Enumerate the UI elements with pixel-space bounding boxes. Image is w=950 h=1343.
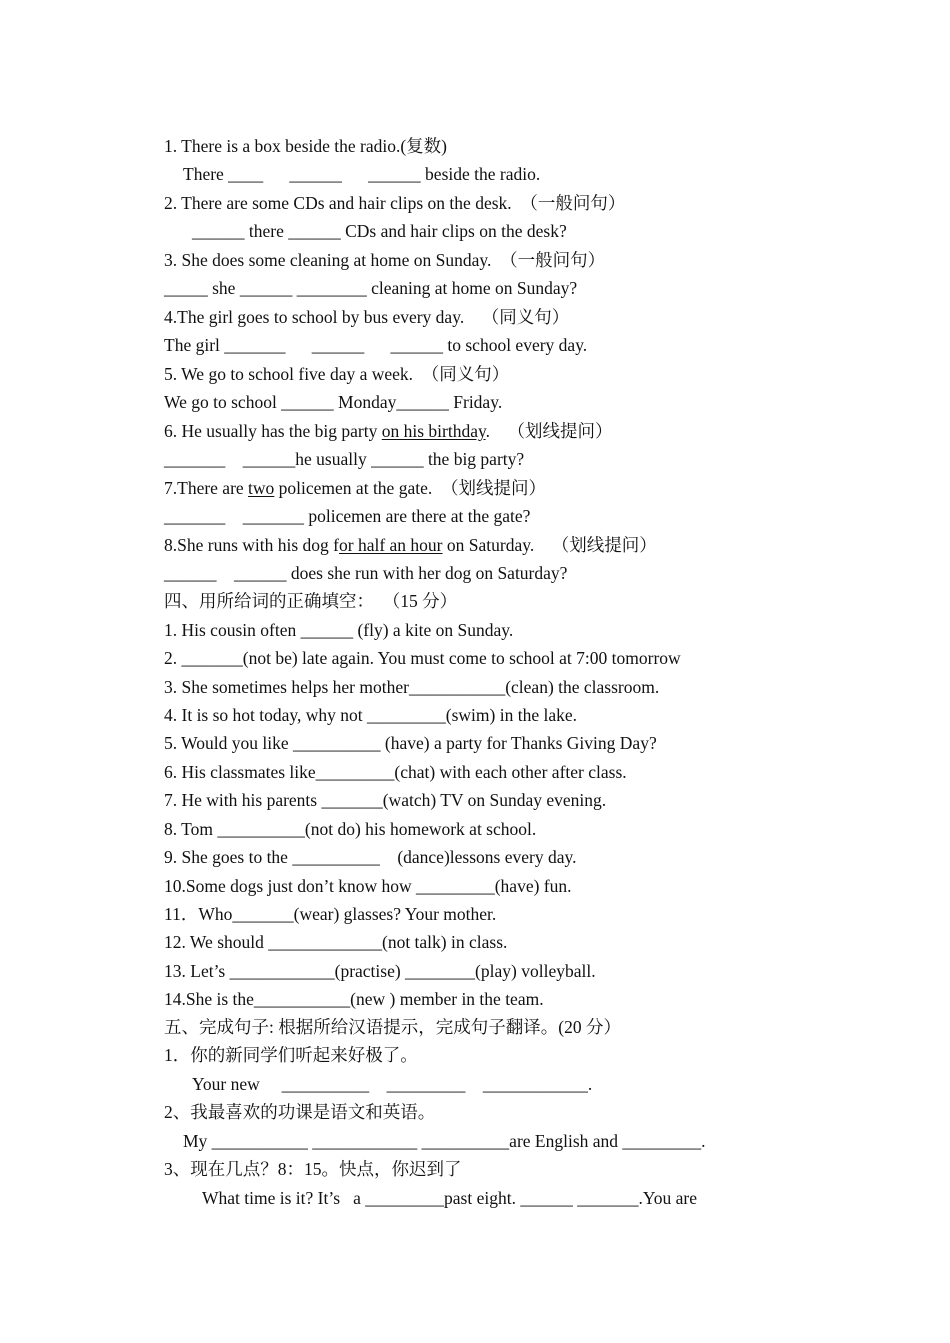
- exercise-line: 5. Would you like __________ (have) a party for Thanks Giving Day?: [164, 733, 657, 753]
- exercise-line: 2、我最喜欢的功课是语文和英语。: [164, 1102, 436, 1122]
- exercise-line: [164, 419, 612, 443]
- underlined-phrase: or half an hour: [339, 535, 443, 555]
- exercise-line: ______ there ______ CDs and hair clips on the desk?: [192, 221, 567, 241]
- section-heading: 五、完成句子: 根据所给汉语提示，完成句子翻译。(20 分）: [164, 1017, 621, 1037]
- exercise-line: ______ ______ does she run with her dog on Saturday?: [164, 563, 568, 583]
- exercise-line: 8. Tom __________(not do) his homework at school.: [164, 819, 537, 839]
- exercise-line: 4. It is so hot today, why not _________(swim) in the lake.: [164, 705, 577, 725]
- exercise-line: 13. Let’s ____________(practise) ________(play) volleyball.: [164, 961, 596, 981]
- exercise-line: 10.Some dogs just don’t know how _________(have) fun.: [164, 876, 572, 896]
- underlined-phrase: two: [248, 478, 275, 498]
- exercise-line: 12. We should _____________(not talk) in class.: [164, 932, 508, 952]
- exercise-line: [164, 476, 546, 500]
- question-tail: . （划线提问）: [485, 421, 613, 441]
- question-tail: on Saturday. （划线提问）: [442, 535, 657, 555]
- question-text: 7.There are: [164, 478, 249, 498]
- exercise-line: 4.The girl goes to school by bus every day. （同义句）: [164, 307, 570, 327]
- exercise-line: There ____ ______ ______ beside the radio.: [183, 164, 541, 184]
- exercise-line: 3. She does some cleaning at home on Sunday. （一般问句）: [164, 250, 606, 270]
- exercise-line: 2. _______(not be) late again. You must come to school at 7:00 tomorrow: [164, 648, 681, 668]
- question-text: 6. He usually has the big party: [164, 421, 382, 441]
- exercise-line: _______ _______ policemen are there at the gate?: [164, 506, 531, 526]
- exercise-line: _____ she ______ ________ cleaning at home on Sunday?: [164, 278, 578, 298]
- exercise-line: 5. We go to school five day a week. （同义句）: [164, 364, 510, 384]
- exercise-line: 3、现在几点？8：15。快点，你迟到了: [164, 1159, 462, 1179]
- exercise-line: 3. She sometimes helps her mother___________(clean) the classroom.: [164, 677, 660, 697]
- section-heading: 四、用所给词的正确填空： （15 分）: [164, 591, 458, 611]
- question-tail: policemen at the gate. （划线提问）: [274, 478, 546, 498]
- exercise-line: 9. She goes to the __________ (dance)lessons every day.: [164, 847, 577, 867]
- exercise-line: We go to school ______ Monday______ Friday.: [164, 392, 503, 412]
- exercise-line: 7. He with his parents _______(watch) TV on Sunday evening.: [164, 790, 607, 810]
- exercise-line: 14.She is the___________(new ) member in the team.: [164, 989, 544, 1009]
- exercise-line: 2. There are some CDs and hair clips on the desk. （一般问句）: [164, 193, 626, 213]
- question-text: 8.She runs with his dog f: [164, 535, 339, 555]
- exercise-line: 6. His classmates like_________(chat) with each other after class.: [164, 762, 627, 782]
- exercise-line: My ___________ ____________ __________are English and _________.: [183, 1131, 706, 1151]
- exercise-line: What time is it? It’s a _________past eight. ______ _______.You are: [202, 1188, 697, 1208]
- exercise-line: 11．Who_______(wear) glasses? Your mother.: [164, 904, 497, 924]
- exercise-line: _______ ______he usually ______ the big party?: [164, 449, 525, 469]
- exercise-line: Your new __________ _________ ____________.: [192, 1074, 593, 1094]
- underlined-phrase: on his birthday: [381, 421, 486, 441]
- exercise-line: The girl _______ ______ ______ to school every day.: [164, 335, 588, 355]
- exercise-line: 1. There is a box beside the radio.(复数): [164, 136, 447, 156]
- exercise-line: 1．你的新同学们听起来好极了。: [164, 1045, 418, 1065]
- exercise-line: [164, 533, 657, 557]
- exercise-line: 1. His cousin often ______ (fly) a kite on Sunday.: [164, 620, 514, 640]
